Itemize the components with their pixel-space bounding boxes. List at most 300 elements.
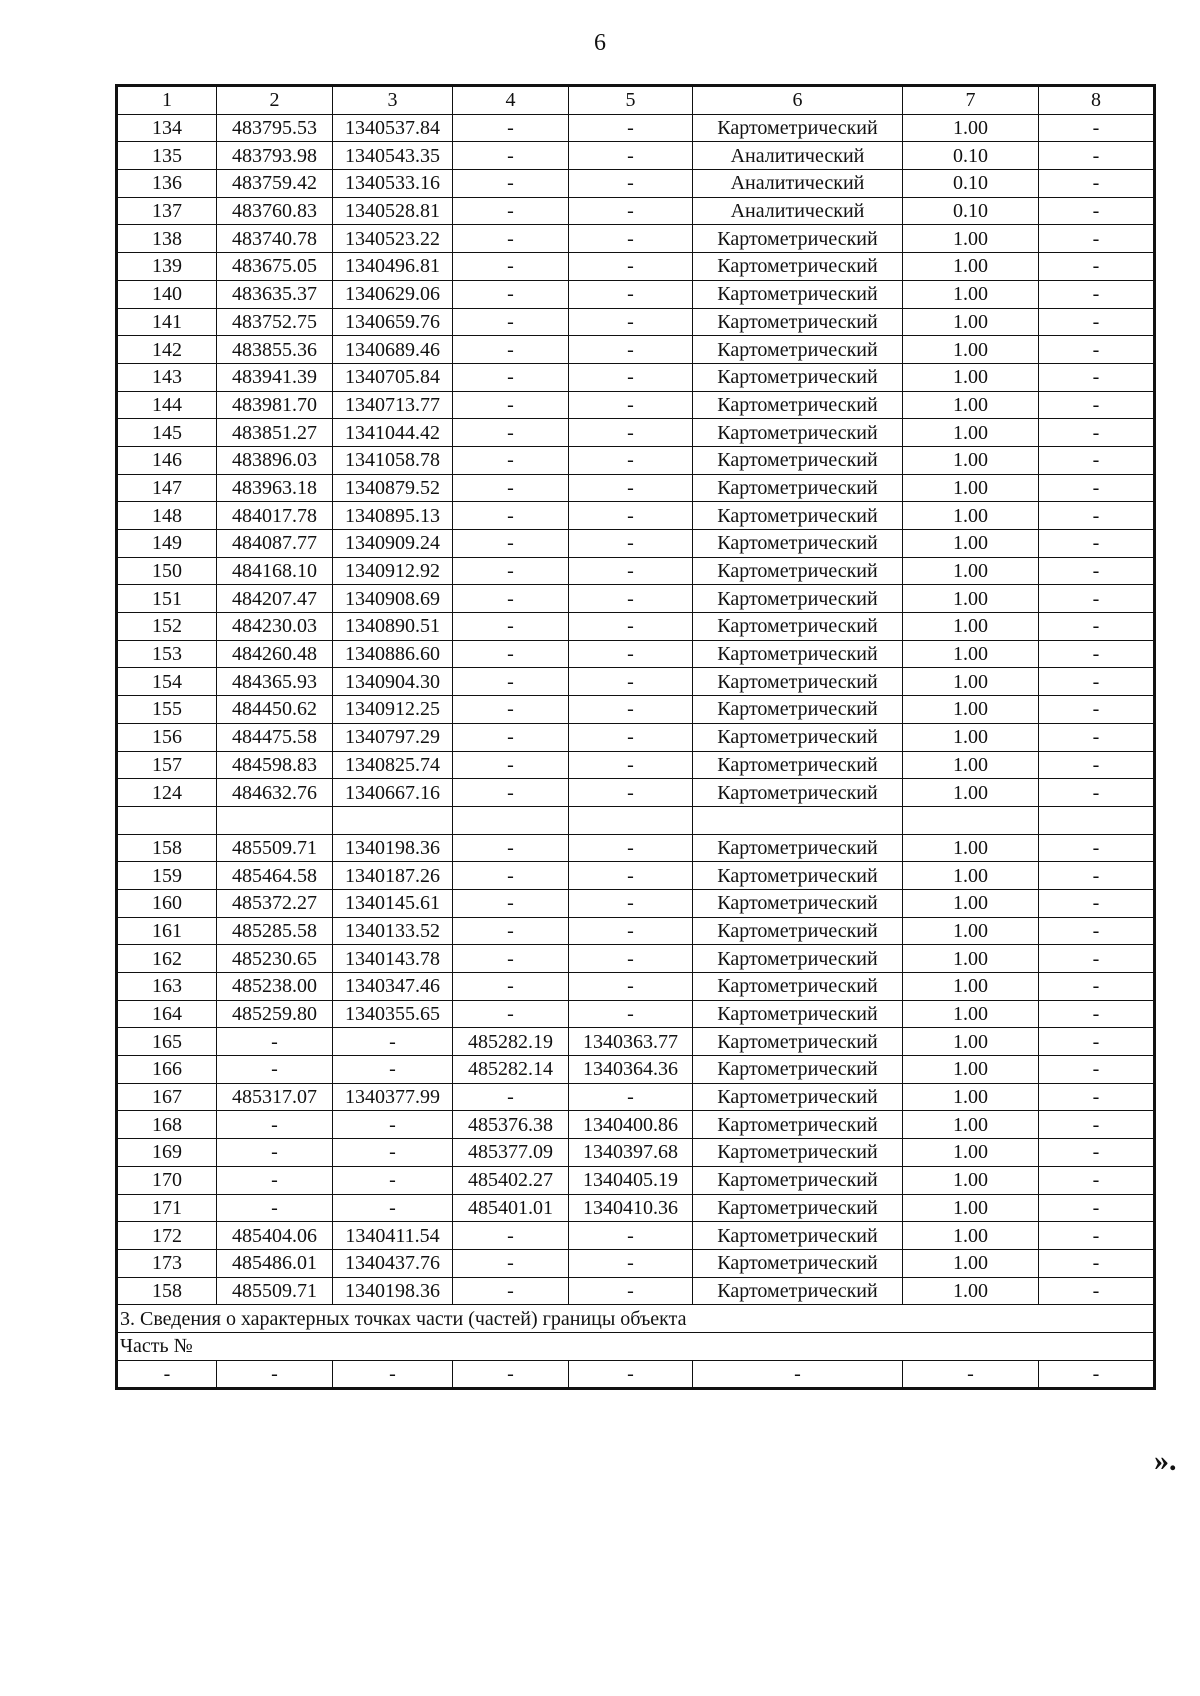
table-cell: Аналитический bbox=[693, 197, 903, 225]
table-cell: - bbox=[1039, 1166, 1155, 1194]
table-cell: - bbox=[1039, 280, 1155, 308]
table-cell: - bbox=[1039, 917, 1155, 945]
table-cell: - bbox=[569, 1249, 693, 1277]
table-cell: 483635.37 bbox=[217, 280, 333, 308]
table-cell: - bbox=[569, 308, 693, 336]
table-cell: 1340667.16 bbox=[333, 779, 453, 807]
table-cell: 1.00 bbox=[903, 834, 1039, 862]
table-row bbox=[117, 557, 1155, 585]
table-cell: 162 bbox=[117, 945, 217, 973]
table-cell: - bbox=[1039, 391, 1155, 419]
table-cell: 169 bbox=[117, 1139, 217, 1167]
table-cell: - bbox=[569, 474, 693, 502]
table-row bbox=[117, 502, 1155, 530]
table-cell: - bbox=[1039, 253, 1155, 281]
table-cell: - bbox=[1039, 834, 1155, 862]
boundary-points-table bbox=[115, 84, 1156, 1390]
table-cell: 1340904.30 bbox=[333, 668, 453, 696]
table-cell: 156 bbox=[117, 723, 217, 751]
table-cell: - bbox=[333, 1139, 453, 1167]
table-cell: - bbox=[453, 363, 569, 391]
table-cell: 147 bbox=[117, 474, 217, 502]
table-cell: 1340713.77 bbox=[333, 391, 453, 419]
table-row bbox=[117, 889, 1155, 917]
table-row bbox=[117, 945, 1155, 973]
table-cell: 1340198.36 bbox=[333, 1277, 453, 1305]
table-cell: - bbox=[569, 751, 693, 779]
table-cell: - bbox=[569, 834, 693, 862]
table-row bbox=[117, 280, 1155, 308]
table-cell: - bbox=[453, 585, 569, 613]
table-cell: - bbox=[453, 973, 569, 1001]
table-cell: Картометрический bbox=[693, 1249, 903, 1277]
table-cell: - bbox=[569, 1360, 693, 1389]
table-cell: Картометрический bbox=[693, 1139, 903, 1167]
table-cell: - bbox=[569, 1083, 693, 1111]
table-row bbox=[117, 474, 1155, 502]
table-cell: - bbox=[1039, 1249, 1155, 1277]
table-cell: - bbox=[1039, 1056, 1155, 1084]
table-cell: - bbox=[1039, 1222, 1155, 1250]
table-cell: 1340689.46 bbox=[333, 336, 453, 364]
table-cell: Картометрический bbox=[693, 530, 903, 558]
table-row bbox=[117, 114, 1155, 142]
table-cell: - bbox=[1039, 336, 1155, 364]
table-cell: - bbox=[569, 170, 693, 198]
table-row bbox=[117, 142, 1155, 170]
table-cell: - bbox=[1039, 640, 1155, 668]
table-cell: Картометрический bbox=[693, 474, 903, 502]
table-cell: 1340533.16 bbox=[333, 170, 453, 198]
table-cell: 163 bbox=[117, 973, 217, 1001]
table-cell: 1.00 bbox=[903, 280, 1039, 308]
table-cell: 153 bbox=[117, 640, 217, 668]
table-cell: Картометрический bbox=[693, 640, 903, 668]
table-cell: - bbox=[453, 446, 569, 474]
table-cell: Картометрический bbox=[693, 585, 903, 613]
table-cell: - bbox=[1039, 889, 1155, 917]
table-cell: 1340496.81 bbox=[333, 253, 453, 281]
table-cell: 1.00 bbox=[903, 363, 1039, 391]
table-cell: Картометрический bbox=[693, 308, 903, 336]
table-cell: - bbox=[453, 779, 569, 807]
table-cell: 483851.27 bbox=[217, 419, 333, 447]
table-cell: 484230.03 bbox=[217, 613, 333, 641]
table-cell: - bbox=[569, 419, 693, 447]
table-cell: - bbox=[1039, 474, 1155, 502]
section-title-row bbox=[117, 1305, 1155, 1333]
table-cell: 155 bbox=[117, 696, 217, 724]
table-cell: 1340145.61 bbox=[333, 889, 453, 917]
table-cell: - bbox=[903, 1360, 1039, 1389]
table-cell: 483740.78 bbox=[217, 225, 333, 253]
table-cell: 1340537.84 bbox=[333, 114, 453, 142]
table-cell: Картометрический bbox=[693, 945, 903, 973]
table-cell: 485464.58 bbox=[217, 862, 333, 890]
table-cell: Картометрический bbox=[693, 446, 903, 474]
table-cell: - bbox=[1039, 446, 1155, 474]
table-cell: 1340410.36 bbox=[569, 1194, 693, 1222]
table-row bbox=[117, 363, 1155, 391]
table-cell: 1340363.77 bbox=[569, 1028, 693, 1056]
table-cell: 144 bbox=[117, 391, 217, 419]
table-cell: 148 bbox=[117, 502, 217, 530]
table-cell: - bbox=[453, 336, 569, 364]
table-cell: 1.00 bbox=[903, 391, 1039, 419]
column-header: 4 bbox=[453, 86, 569, 115]
table-cell: - bbox=[453, 253, 569, 281]
table-row bbox=[117, 751, 1155, 779]
table-cell: 484207.47 bbox=[217, 585, 333, 613]
table-cell: - bbox=[1039, 1360, 1155, 1389]
table-cell: - bbox=[569, 696, 693, 724]
table-cell: - bbox=[1039, 973, 1155, 1001]
table-cell: 157 bbox=[117, 751, 217, 779]
table-cell: - bbox=[569, 280, 693, 308]
table-cell: 485486.01 bbox=[217, 1249, 333, 1277]
table-row bbox=[117, 530, 1155, 558]
table-cell: Картометрический bbox=[693, 336, 903, 364]
page-number: 6 bbox=[594, 30, 606, 56]
table-cell: 1340133.52 bbox=[333, 917, 453, 945]
table-row bbox=[117, 446, 1155, 474]
table-cell: 485285.58 bbox=[217, 917, 333, 945]
table-row bbox=[117, 308, 1155, 336]
table-cell: - bbox=[569, 889, 693, 917]
table-cell: 0.10 bbox=[903, 197, 1039, 225]
table-cell: 483941.39 bbox=[217, 363, 333, 391]
table-cell: Картометрический bbox=[693, 1222, 903, 1250]
table-cell: 166 bbox=[117, 1056, 217, 1084]
table-cell: 142 bbox=[117, 336, 217, 364]
table-cell: - bbox=[453, 114, 569, 142]
table-cell: - bbox=[453, 640, 569, 668]
table-cell: 1340437.76 bbox=[333, 1249, 453, 1277]
table-cell: Картометрический bbox=[693, 1111, 903, 1139]
table-cell: 484598.83 bbox=[217, 751, 333, 779]
table-cell: 165 bbox=[117, 1028, 217, 1056]
column-header: 8 bbox=[1039, 86, 1155, 115]
table-cell: 1.00 bbox=[903, 668, 1039, 696]
table-cell: - bbox=[569, 723, 693, 751]
table-cell bbox=[693, 806, 903, 834]
table-row bbox=[117, 696, 1155, 724]
table-cell: - bbox=[1039, 751, 1155, 779]
table-row bbox=[117, 170, 1155, 198]
table-cell: - bbox=[453, 170, 569, 198]
table-cell: - bbox=[569, 917, 693, 945]
table-cell: Картометрический bbox=[693, 557, 903, 585]
table-cell: Картометрический bbox=[693, 834, 903, 862]
table-cell: 485259.80 bbox=[217, 1000, 333, 1028]
table-row bbox=[117, 419, 1155, 447]
table-cell: - bbox=[453, 1083, 569, 1111]
table-cell: - bbox=[453, 502, 569, 530]
table-cell: 159 bbox=[117, 862, 217, 890]
table-row bbox=[117, 917, 1155, 945]
table-cell: - bbox=[569, 446, 693, 474]
table-row bbox=[117, 1083, 1155, 1111]
table-cell: - bbox=[1039, 1028, 1155, 1056]
table-cell: 1340347.46 bbox=[333, 973, 453, 1001]
table-cell: - bbox=[453, 1000, 569, 1028]
table-row bbox=[117, 1111, 1155, 1139]
table-cell: 171 bbox=[117, 1194, 217, 1222]
table-row bbox=[117, 1249, 1155, 1277]
table-cell: - bbox=[569, 945, 693, 973]
table-cell: 1.00 bbox=[903, 114, 1039, 142]
table-cell: 1.00 bbox=[903, 945, 1039, 973]
table-cell: 1.00 bbox=[903, 502, 1039, 530]
table-cell: 485372.27 bbox=[217, 889, 333, 917]
table-cell: 483981.70 bbox=[217, 391, 333, 419]
table-cell: 484087.77 bbox=[217, 530, 333, 558]
table-cell: - bbox=[453, 530, 569, 558]
table-cell: 1340705.84 bbox=[333, 363, 453, 391]
table-cell: 140 bbox=[117, 280, 217, 308]
table-cell: 1340528.81 bbox=[333, 197, 453, 225]
table-cell: 143 bbox=[117, 363, 217, 391]
table-cell bbox=[903, 806, 1039, 834]
table-cell bbox=[569, 806, 693, 834]
table-cell: - bbox=[333, 1111, 453, 1139]
table-cell: 1.00 bbox=[903, 889, 1039, 917]
table-cell: Картометрический bbox=[693, 973, 903, 1001]
table-cell: 1340523.22 bbox=[333, 225, 453, 253]
table-row bbox=[117, 225, 1155, 253]
table-cell: - bbox=[453, 862, 569, 890]
table-cell: - bbox=[453, 613, 569, 641]
table-cell: 1340895.13 bbox=[333, 502, 453, 530]
table-cell: Картометрический bbox=[693, 280, 903, 308]
table-cell: - bbox=[453, 751, 569, 779]
table-cell: - bbox=[569, 779, 693, 807]
table-cell: 152 bbox=[117, 613, 217, 641]
table-cell: 1340187.26 bbox=[333, 862, 453, 890]
table-cell bbox=[333, 806, 453, 834]
table-row bbox=[117, 834, 1155, 862]
table-cell: 484632.76 bbox=[217, 779, 333, 807]
table-cell: - bbox=[453, 474, 569, 502]
table-cell: 1.00 bbox=[903, 1000, 1039, 1028]
table-cell: 134 bbox=[117, 114, 217, 142]
table-cell: 1.00 bbox=[903, 1056, 1039, 1084]
table-cell: - bbox=[1039, 530, 1155, 558]
table-cell: Картометрический bbox=[693, 391, 903, 419]
table-cell: - bbox=[1039, 114, 1155, 142]
table-cell: 1.00 bbox=[903, 585, 1039, 613]
table-cell bbox=[217, 806, 333, 834]
table-cell: - bbox=[1039, 502, 1155, 530]
table-cell: 485376.38 bbox=[453, 1111, 569, 1139]
table-cell: 485402.27 bbox=[453, 1166, 569, 1194]
table-row bbox=[117, 585, 1155, 613]
table-cell: Картометрический bbox=[693, 114, 903, 142]
table-cell: 1340659.76 bbox=[333, 308, 453, 336]
table-cell: 1340886.60 bbox=[333, 640, 453, 668]
column-header: 5 bbox=[569, 86, 693, 115]
table-cell: 141 bbox=[117, 308, 217, 336]
table-cell: 1.00 bbox=[903, 696, 1039, 724]
table-cell: - bbox=[569, 114, 693, 142]
table-cell: - bbox=[1039, 1194, 1155, 1222]
table-cell: 161 bbox=[117, 917, 217, 945]
table-cell: 485282.14 bbox=[453, 1056, 569, 1084]
table-cell: 485238.00 bbox=[217, 973, 333, 1001]
table-cell: - bbox=[453, 557, 569, 585]
table-cell: - bbox=[569, 640, 693, 668]
table-cell: - bbox=[1039, 363, 1155, 391]
table-cell: 1.00 bbox=[903, 336, 1039, 364]
table-cell: 167 bbox=[117, 1083, 217, 1111]
table-header-row bbox=[117, 86, 1155, 115]
table-row bbox=[117, 197, 1155, 225]
table-cell: 1340543.35 bbox=[333, 142, 453, 170]
table-cell: - bbox=[569, 225, 693, 253]
table-cell: 1.00 bbox=[903, 1222, 1039, 1250]
table-cell: - bbox=[569, 336, 693, 364]
table-cell: - bbox=[569, 613, 693, 641]
table-row bbox=[117, 1222, 1155, 1250]
table-cell: Картометрический bbox=[693, 917, 903, 945]
table-cell: 1.00 bbox=[903, 1111, 1039, 1139]
table-cell: 150 bbox=[117, 557, 217, 585]
table-cell: Картометрический bbox=[693, 419, 903, 447]
table-cell: 1340405.19 bbox=[569, 1166, 693, 1194]
table-cell: - bbox=[569, 502, 693, 530]
table-row bbox=[117, 1000, 1155, 1028]
table-row bbox=[117, 806, 1155, 834]
table-cell: 164 bbox=[117, 1000, 217, 1028]
part-label: Часть № bbox=[117, 1332, 1155, 1360]
column-header: 2 bbox=[217, 86, 333, 115]
table-cell: 483963.18 bbox=[217, 474, 333, 502]
table-cell: - bbox=[1039, 1000, 1155, 1028]
table-cell: Картометрический bbox=[693, 751, 903, 779]
table-cell: 168 bbox=[117, 1111, 217, 1139]
table-cell: - bbox=[217, 1360, 333, 1389]
table-cell: 1340879.52 bbox=[333, 474, 453, 502]
table-row bbox=[117, 1139, 1155, 1167]
table-cell: - bbox=[333, 1166, 453, 1194]
table-cell: 135 bbox=[117, 142, 217, 170]
table-row bbox=[117, 613, 1155, 641]
table-row bbox=[117, 1056, 1155, 1084]
table-cell: 483855.36 bbox=[217, 336, 333, 364]
table-cell: 146 bbox=[117, 446, 217, 474]
table-cell: 1340912.25 bbox=[333, 696, 453, 724]
table-row bbox=[117, 862, 1155, 890]
table-cell: - bbox=[1039, 723, 1155, 751]
table-cell: - bbox=[453, 1222, 569, 1250]
table-row bbox=[117, 723, 1155, 751]
table-cell: - bbox=[1039, 696, 1155, 724]
table-cell: Картометрический bbox=[693, 1166, 903, 1194]
table-cell: 485377.09 bbox=[453, 1139, 569, 1167]
table-cell: - bbox=[569, 142, 693, 170]
table-row bbox=[117, 1166, 1155, 1194]
table-cell: 1.00 bbox=[903, 1028, 1039, 1056]
table-cell: 1.00 bbox=[903, 1249, 1039, 1277]
table-cell: - bbox=[1039, 225, 1155, 253]
table-cell: - bbox=[217, 1028, 333, 1056]
table-cell: - bbox=[453, 917, 569, 945]
table-cell: - bbox=[569, 1000, 693, 1028]
table-cell: 1.00 bbox=[903, 613, 1039, 641]
table-cell: - bbox=[217, 1139, 333, 1167]
table-cell: - bbox=[1039, 779, 1155, 807]
table-cell: 1340912.92 bbox=[333, 557, 453, 585]
table-row bbox=[117, 1028, 1155, 1056]
table-cell: 1340364.36 bbox=[569, 1056, 693, 1084]
table-cell: 137 bbox=[117, 197, 217, 225]
table-cell: - bbox=[453, 723, 569, 751]
table-cell: - bbox=[453, 308, 569, 336]
table-cell: 485282.19 bbox=[453, 1028, 569, 1056]
table-cell: - bbox=[1039, 308, 1155, 336]
table-cell: - bbox=[569, 197, 693, 225]
table-cell: - bbox=[569, 668, 693, 696]
table-cell: - bbox=[569, 1222, 693, 1250]
table-cell: - bbox=[569, 1277, 693, 1305]
table-cell bbox=[117, 806, 217, 834]
table-cell: 1340909.24 bbox=[333, 530, 453, 558]
table-cell: 1340908.69 bbox=[333, 585, 453, 613]
table-cell: 1.00 bbox=[903, 1083, 1039, 1111]
table-cell: Картометрический bbox=[693, 696, 903, 724]
table-cell: 1.00 bbox=[903, 1277, 1039, 1305]
table-row bbox=[117, 668, 1155, 696]
table-cell: 1.00 bbox=[903, 723, 1039, 751]
table-cell: Аналитический bbox=[693, 142, 903, 170]
table-cell: 1340825.74 bbox=[333, 751, 453, 779]
table-cell: 139 bbox=[117, 253, 217, 281]
table-cell: Картометрический bbox=[693, 1194, 903, 1222]
table-cell: - bbox=[453, 1277, 569, 1305]
column-header: 6 bbox=[693, 86, 903, 115]
table-cell: Картометрический bbox=[693, 1277, 903, 1305]
table-cell: 1340377.99 bbox=[333, 1083, 453, 1111]
table-cell: 1.00 bbox=[903, 779, 1039, 807]
table-cell: - bbox=[117, 1360, 217, 1389]
table-cell: - bbox=[1039, 1139, 1155, 1167]
table-cell: - bbox=[569, 253, 693, 281]
table-cell: Картометрический bbox=[693, 779, 903, 807]
table-cell: 1340411.54 bbox=[333, 1222, 453, 1250]
table-cell: - bbox=[1039, 585, 1155, 613]
table-cell: - bbox=[1039, 945, 1155, 973]
table-cell: - bbox=[453, 945, 569, 973]
table-cell: - bbox=[569, 391, 693, 419]
table-cell: Картометрический bbox=[693, 613, 903, 641]
table-cell: 484260.48 bbox=[217, 640, 333, 668]
table-cell: - bbox=[1039, 613, 1155, 641]
table-cell: 0.10 bbox=[903, 142, 1039, 170]
table-cell: - bbox=[569, 363, 693, 391]
table-cell: 485401.01 bbox=[453, 1194, 569, 1222]
table-cell: Картометрический bbox=[693, 253, 903, 281]
table-cell: 484450.62 bbox=[217, 696, 333, 724]
table-cell: - bbox=[453, 225, 569, 253]
table-cell: - bbox=[1039, 862, 1155, 890]
table-cell: 1341058.78 bbox=[333, 446, 453, 474]
table-cell bbox=[1039, 806, 1155, 834]
table-cell: - bbox=[1039, 142, 1155, 170]
table-cell: - bbox=[453, 1249, 569, 1277]
table-cell: - bbox=[333, 1028, 453, 1056]
table-cell: - bbox=[333, 1056, 453, 1084]
table-cell: 0.10 bbox=[903, 170, 1039, 198]
